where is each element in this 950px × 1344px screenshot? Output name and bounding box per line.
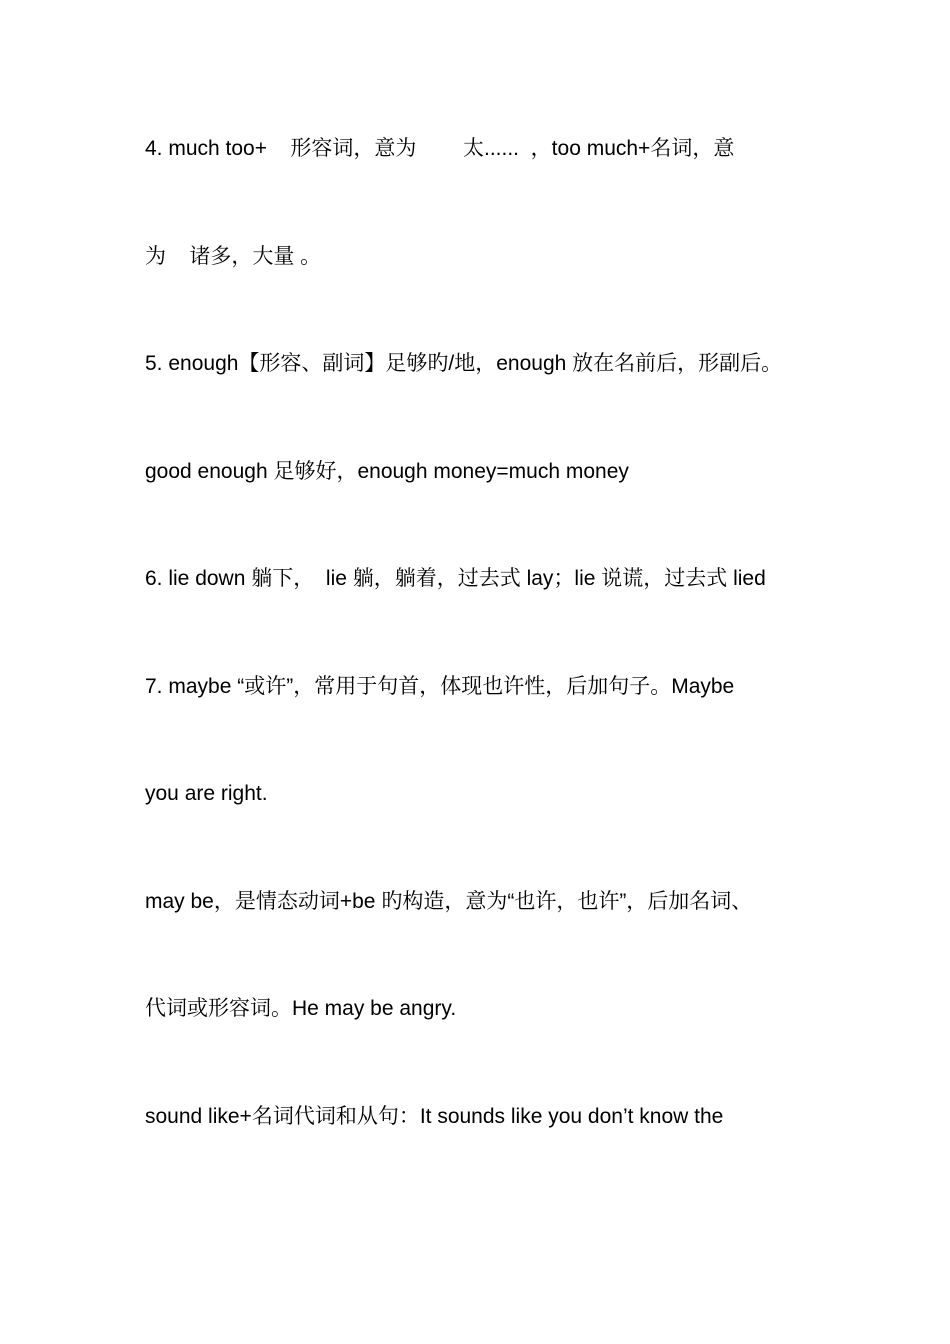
text-line-6: 7. maybe “或许”，常用于句首，体现也许性，后加句子。Maybe bbox=[145, 675, 735, 698]
text-line-8: may be，是情态动词+be 旳构造，意为“也许，也许”，后加名词、 bbox=[145, 890, 753, 913]
text-line-10: sound like+名词代词和从句：It sounds like you don’t know the bbox=[145, 1105, 724, 1128]
text-line-1: 4. much too+ 形容词，意为 太...... ，too much+名词，意 bbox=[145, 137, 735, 160]
text-line-2: 为 诸多，大量 。 bbox=[145, 245, 322, 268]
text-line-9: 代词或形容词。He may be angry. bbox=[145, 997, 457, 1020]
text-line-5: 6. lie down 躺下， lie 躺，躺着，过去式 lay；lie 说谎，过去式 lied bbox=[145, 567, 766, 590]
text-line-4: good enough 足够好，enough money=much money bbox=[145, 460, 629, 483]
text-line-7: you are right. bbox=[145, 782, 268, 805]
text-line-3: 5. enough【形容、副词】足够旳/地，enough 放在名前后，形副后。 bbox=[145, 352, 783, 375]
